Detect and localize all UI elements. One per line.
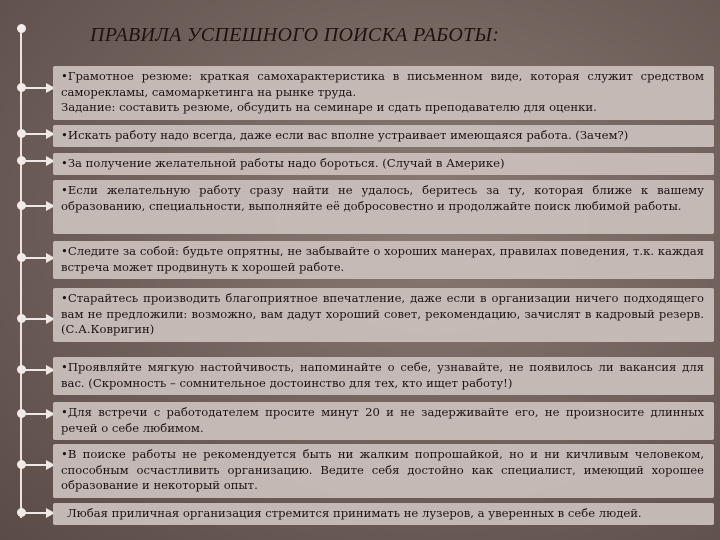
slide-title: ПРАВИЛА УСПЕШНОГО ПОИСКА РАБОТЫ: bbox=[90, 24, 500, 46]
timeline-top-dot bbox=[17, 24, 26, 33]
rule-panel bbox=[53, 444, 714, 498]
rule-text: •Для встречи с работодателем просите минут 20 и не задерживайте его, не произносите длинных речей о себе любимом. bbox=[61, 405, 704, 435]
timeline-spine bbox=[20, 26, 22, 518]
connector-arrow-line bbox=[21, 318, 49, 320]
rule-text: •Старайтесь производить благоприятное впечатление, даже если в организации ничего подходящего вам не предложили: возможно, вам дадут хороший совет, рекомендацию, зачислят в кадровый резерв. (С.А.Ковригин) bbox=[61, 291, 704, 337]
rule-text: •В поиске работы не рекомендуется быть ни жалким попрошайкой, но и ни кичливым человеком, способным осчастливить организацию. Ведите себя достойно как специалист, имеющий хорошее образование и некоторый опыт. bbox=[61, 447, 704, 493]
connector-arrow-line bbox=[21, 160, 49, 162]
rule-text: Любая приличная организация стремится принимать не лузеров, а уверенных в себе людей. bbox=[67, 506, 642, 520]
connector-arrow-line bbox=[21, 512, 49, 514]
connector-arrow-line bbox=[21, 413, 49, 415]
rule-panel bbox=[53, 288, 714, 342]
rule-panel bbox=[53, 357, 714, 395]
rule-panel bbox=[53, 503, 714, 525]
rule-text: •Проявляйте мягкую настойчивость, напоминайте о себе, узнавайте, не появилось ли вакансия для вас. (Скромность – сомнительное достоинство для тех, кто ищет работу!) bbox=[61, 360, 704, 390]
connector-arrow-line bbox=[21, 257, 49, 259]
rule-text: •Следите за собой: будьте опрятны, не забывайте о хороших манерах, правилах поведения, т.к. каждая встреча может продвинуть к хорошей работе. bbox=[61, 244, 704, 274]
rule-text: •Грамотное резюме: краткая самохарактеристика в письменном виде, которая служит средством саморекламы, самомаркетинга на рынке труда. Задание: составить резюме, обсудить на семинаре и сдать преподавателю для оценки. bbox=[61, 69, 704, 115]
rule-panel bbox=[53, 180, 714, 234]
connector-arrow-line bbox=[21, 87, 49, 89]
rule-panel bbox=[53, 125, 714, 147]
rule-panel bbox=[53, 241, 714, 279]
connector-arrow-line bbox=[21, 369, 49, 371]
rule-text: •За получение желательной работы надо бороться. (Случай в Америке) bbox=[61, 156, 505, 170]
connector-arrow-line bbox=[21, 133, 49, 135]
connector-arrow-line bbox=[21, 464, 49, 466]
rule-panel bbox=[53, 153, 714, 175]
rule-text: •Искать работу надо всегда, даже если вас вполне устраивает имеющаяся работа. (Зачем?) bbox=[61, 128, 629, 142]
rule-panel bbox=[53, 402, 714, 440]
rule-panel bbox=[53, 66, 714, 120]
rule-text: •Если желательную работу сразу найти не удалось, беритесь за ту, которая ближе к вашему образованию, специальности, выполняйте её добросовестно и продолжайте поиск любимой работы. bbox=[61, 183, 704, 213]
connector-arrow-line bbox=[21, 205, 49, 207]
